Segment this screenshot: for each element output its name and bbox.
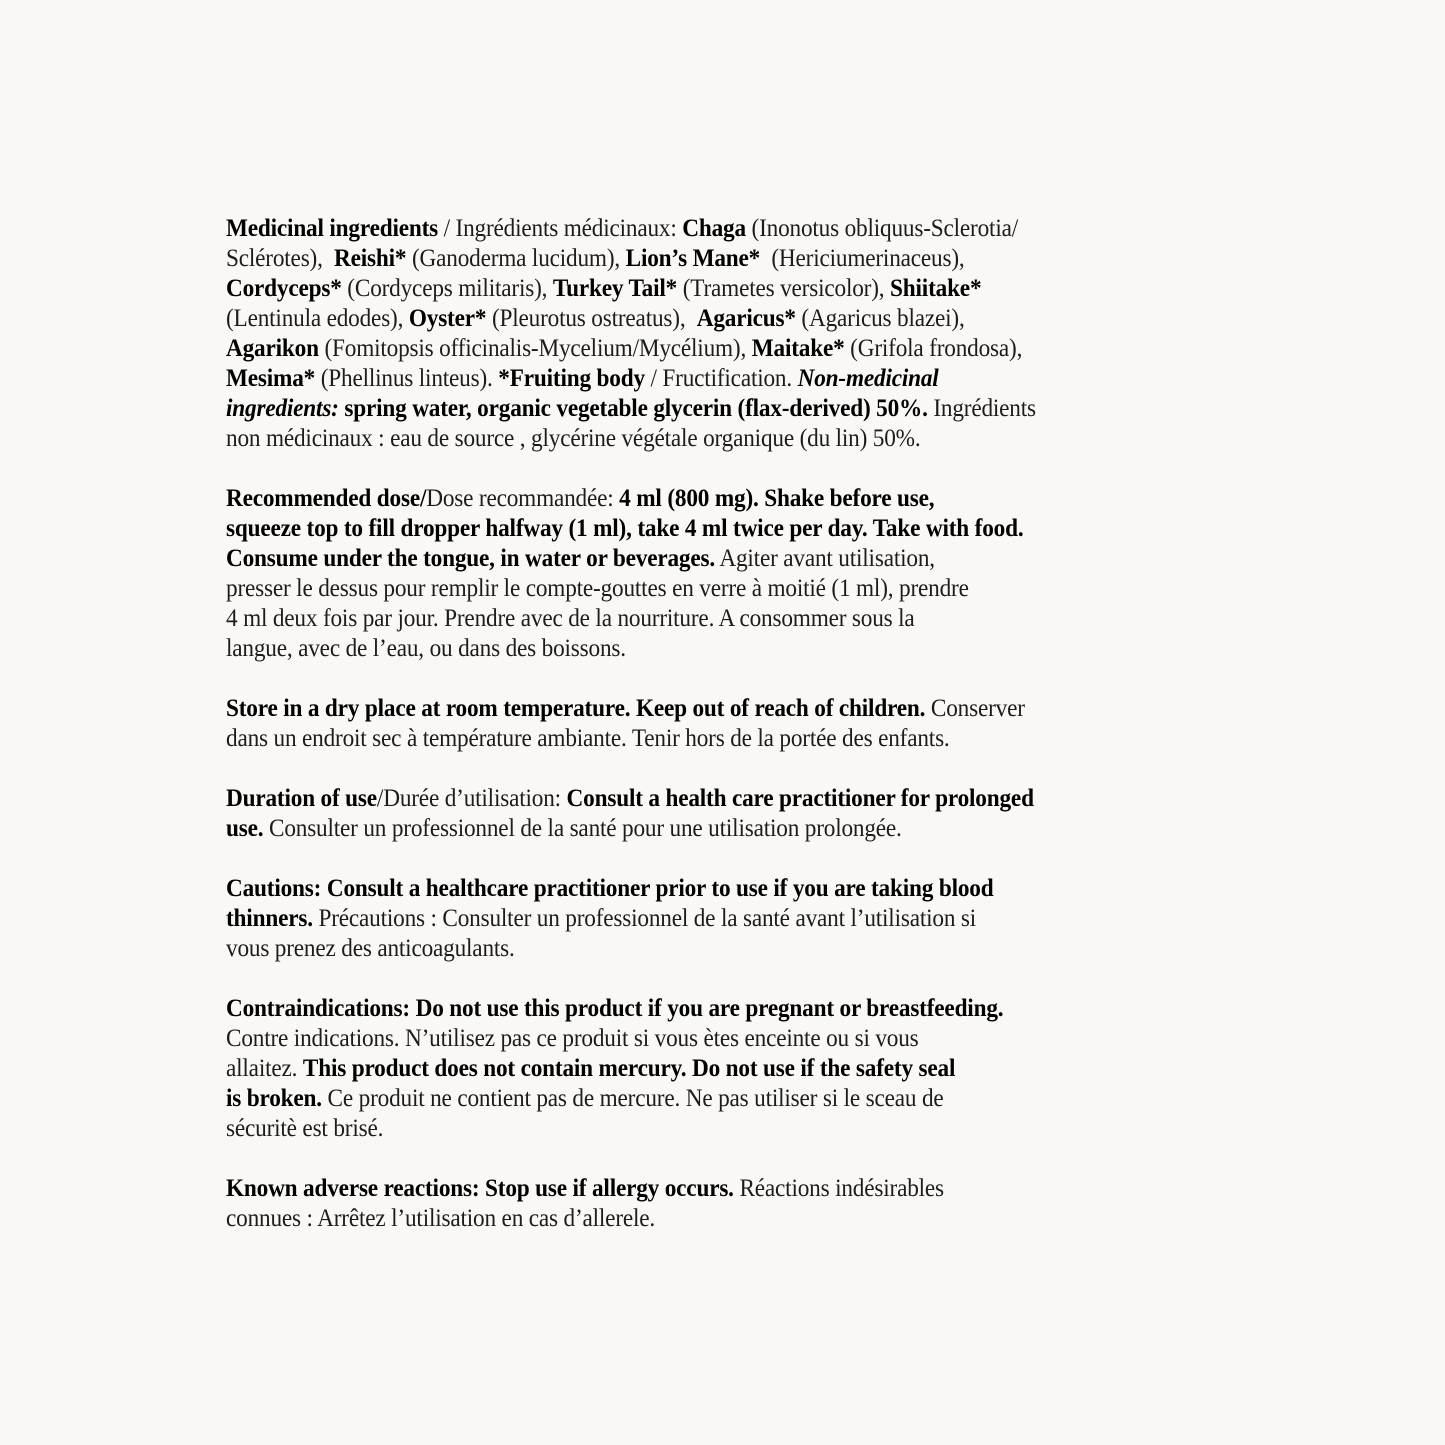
regular-text: non médicinaux : eau de source , glycérine végétale organique (du lin) 50%. xyxy=(226,425,921,452)
regular-text: Réactions indésirables xyxy=(733,1175,944,1202)
text-line xyxy=(226,514,1156,544)
bold-text: Consume under the tongue, in water or beverages. xyxy=(226,545,716,572)
bold-text: 4 ml (800 mg). Shake before use, xyxy=(619,485,935,512)
text-line xyxy=(226,1054,1156,1084)
regular-text: sécuritè est brisé. xyxy=(226,1115,384,1142)
regular-text: Ingrédients xyxy=(927,395,1036,422)
text-line xyxy=(226,484,1156,514)
text-line xyxy=(226,814,1156,844)
bold-text: Turkey Tail* xyxy=(552,275,678,302)
regular-text: / Ingrédients médicinaux: xyxy=(438,215,683,242)
bold-text: ingredients: xyxy=(226,395,339,422)
text-line xyxy=(226,274,1156,304)
bold-text: Medicinal ingredients xyxy=(226,215,439,242)
bold-text: Agaricus* xyxy=(696,305,796,332)
regular-text: Agiter avant utilisation, xyxy=(715,545,935,572)
bold-text: Duration of use xyxy=(226,785,377,812)
section-adverse-reactions xyxy=(226,1174,1226,1234)
text-line xyxy=(226,574,1156,604)
regular-text: / Fructification. xyxy=(644,365,798,392)
regular-text: 4 ml deux fois par jour. Prendre avec de la nourriture. A consommer sous la xyxy=(226,605,915,632)
text-line xyxy=(226,244,1156,274)
regular-text: presser le dessus pour remplir le compte-gouttes en verre à moitié (1 ml), prendre xyxy=(226,575,969,602)
section-ingredients xyxy=(226,214,1226,454)
regular-text: connues : Arrêtez l’utilisation en cas d’allerele. xyxy=(226,1205,656,1232)
text-line xyxy=(226,1174,1156,1204)
text-line xyxy=(226,724,1156,754)
text-line xyxy=(226,994,1156,1024)
bold-text: Store in a dry place at room temperature. Keep out of reach of children. xyxy=(226,695,926,722)
section-contraindications xyxy=(226,994,1226,1144)
regular-text: Dose recommandée: xyxy=(426,485,620,512)
text-line xyxy=(226,694,1156,724)
bold-text: Oyster* xyxy=(408,305,487,332)
paragraph-gap xyxy=(226,1144,1226,1174)
bold-text: This product does not contain mercury. Do not use if the safety seal xyxy=(302,1055,956,1082)
bold-text: Non-medicinal xyxy=(797,365,939,392)
regular-text: (Grifola frondosa), xyxy=(844,335,1023,362)
text-line xyxy=(226,934,1156,964)
text-line xyxy=(226,394,1156,424)
bold-text: *Fruiting body xyxy=(498,365,645,392)
regular-text: (Inonotus obliquus-Sclerotia/ xyxy=(745,215,1019,242)
regular-text: (Agaricus blazei), xyxy=(795,305,965,332)
bold-text: Reishi* xyxy=(333,245,407,272)
regular-text: /Durée d’utilisation: xyxy=(376,785,567,812)
bold-text: Chaga xyxy=(682,215,746,242)
bold-text: Shiitake* xyxy=(890,275,982,302)
paragraph-gap xyxy=(226,964,1226,994)
text-line xyxy=(226,1024,1156,1054)
paragraph-gap xyxy=(226,844,1226,874)
regular-text: (Lentinula edodes), xyxy=(226,305,409,332)
bold-text: Mesima* xyxy=(226,365,316,392)
regular-text: allaitez. xyxy=(226,1055,303,1082)
section-duration-of-use xyxy=(226,784,1226,844)
regular-text: dans un endroit sec à température ambiante. Tenir hors de la portée des enfants. xyxy=(226,725,950,752)
regular-text: (Ganoderma lucidum), xyxy=(406,245,626,272)
bold-text: use. xyxy=(226,815,264,842)
bold-text: Known adverse reactions: Stop use if allergy occurs. xyxy=(226,1175,734,1202)
paragraph-gap xyxy=(226,664,1226,694)
regular-text: (Trametes versicolor), xyxy=(677,275,891,302)
text-line xyxy=(226,334,1156,364)
text-line xyxy=(226,784,1156,814)
regular-text: vous prenez des anticoagulants. xyxy=(226,935,515,962)
bold-text: Lion’s Mane* xyxy=(625,245,761,272)
text-line xyxy=(226,1114,1156,1144)
text-line xyxy=(226,1204,1156,1234)
text-line xyxy=(226,544,1156,574)
text-line xyxy=(226,304,1156,334)
text-line xyxy=(226,364,1156,394)
regular-text: Contre indications. N’utilisez pas ce produit si vous ètes enceinte ou si vous xyxy=(226,1025,919,1052)
bold-text: Agarikon xyxy=(226,335,319,362)
regular-text: langue, avec de l’eau, ou dans des boissons. xyxy=(226,635,626,662)
regular-text: Précautions : Consulter un professionnel de la santé avant l’utilisation si xyxy=(312,905,977,932)
bold-text: Maitake* xyxy=(751,335,845,362)
bold-text: spring water, organic vegetable glycerin (flax-derived) 50%. xyxy=(338,395,928,422)
paragraph-gap xyxy=(226,454,1226,484)
regular-text: (Fomitopsis officinalis-Mycelium/Mycélium), xyxy=(318,335,752,362)
bold-text: Contraindications: Do not use this product if you are pregnant or breastfeeding. xyxy=(226,995,1004,1022)
regular-text: Ce produit ne contient pas de mercure. Ne pas utiliser si le sceau de xyxy=(321,1085,944,1112)
regular-text: Consulter un professionnel de la santé pour une utilisation prolongée. xyxy=(263,815,902,842)
text-line xyxy=(226,904,1156,934)
text-line xyxy=(226,634,1156,664)
regular-text: (Phellinus linteus). xyxy=(315,365,499,392)
text-line xyxy=(226,214,1156,244)
bold-text: thinners. xyxy=(226,905,313,932)
section-cautions xyxy=(226,874,1226,964)
bold-text: is broken. xyxy=(226,1085,322,1112)
bold-text: Consult a health care practitioner for prolonged xyxy=(566,785,1034,812)
bold-text: Cordyceps* xyxy=(226,275,342,302)
text-line xyxy=(226,424,1156,454)
regular-text: (Hericiumerinaceus), xyxy=(760,245,965,272)
section-storage xyxy=(226,694,1226,754)
regular-text: (Pleurotus ostreatus), xyxy=(486,305,697,332)
regular-text: (Cordyceps militaris), xyxy=(341,275,553,302)
text-line xyxy=(226,604,1156,634)
paragraph-gap xyxy=(226,754,1226,784)
bold-text: Recommended dose/ xyxy=(226,485,427,512)
text-line xyxy=(226,874,1156,904)
label-text-document xyxy=(226,214,1226,1234)
text-line xyxy=(226,1084,1156,1114)
bold-text: squeeze top to fill dropper halfway (1 ml), take 4 ml twice per day. Take with food. xyxy=(226,515,1024,542)
regular-text: Sclérotes), xyxy=(226,245,334,272)
section-recommended-dose xyxy=(226,484,1226,664)
regular-text: Conserver xyxy=(925,695,1025,722)
bold-text: Cautions: Consult a healthcare practitioner prior to use if you are taking blood xyxy=(226,875,994,902)
